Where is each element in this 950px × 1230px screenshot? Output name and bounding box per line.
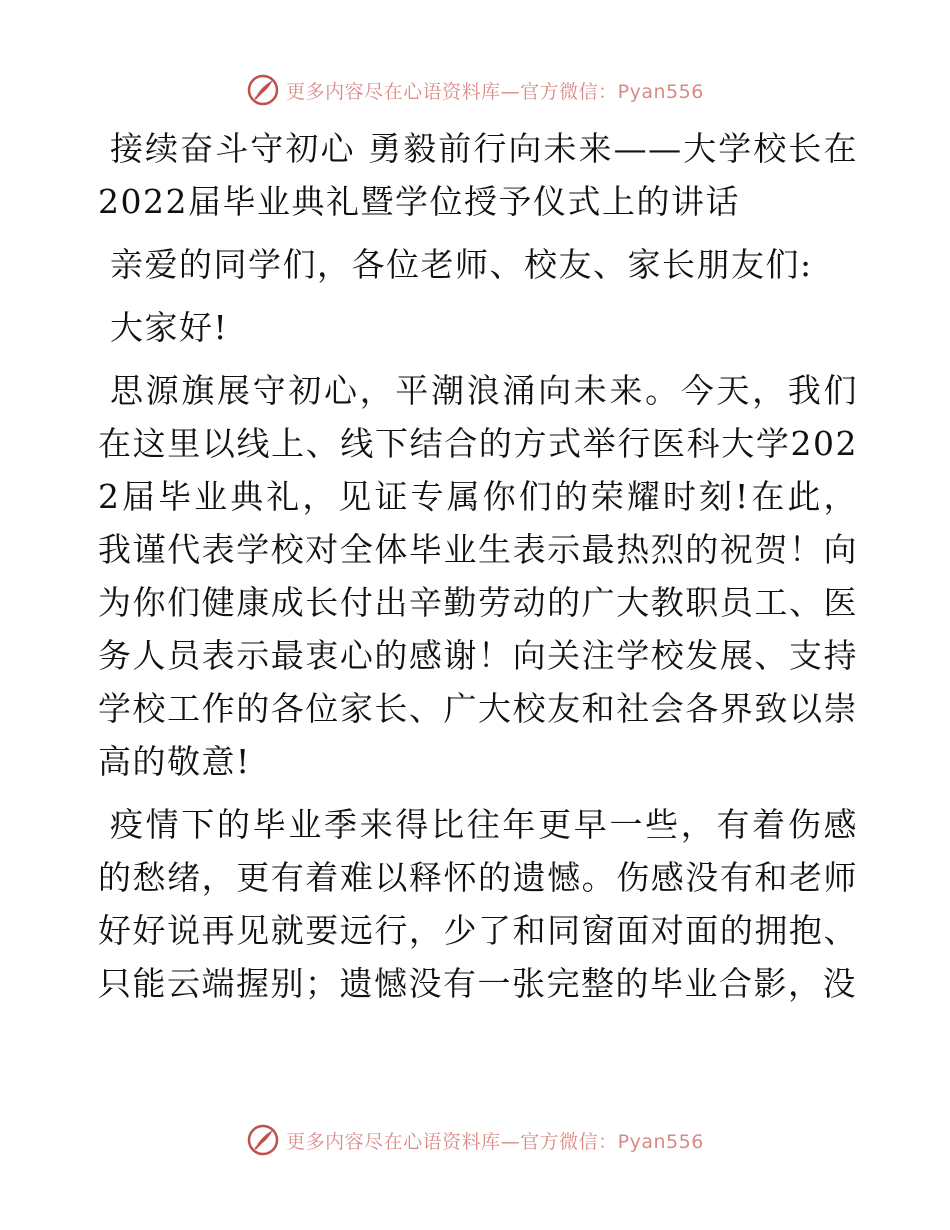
salutation: 亲爱的同学们，各位老师、校友、家长朋友们: [110,245,813,284]
watermark-prefix: 更多内容尽在心语资料库—官方微信： [286,1130,618,1153]
watermark-text [286,77,704,104]
document-title: 接续奋斗守初心 勇毅前行向未来——大学校长在2022届毕业典礼暨学位授予仪式上的讲话 [98,129,858,221]
greeting: 大家好! [110,308,229,347]
document-body [98,122,858,1020]
quill-logo-icon [246,73,280,107]
watermark-id: Pyan556 [617,80,704,103]
watermark-id: Pyan556 [617,1130,704,1153]
quill-logo-icon [246,1123,280,1157]
paragraph-2: 疫情下的毕业季来得比往年更早一些，有着伤感的愁绪，更有着难以释怀的遗憾。伤感没有和老师好好说再见就要远行，少了和同窗面对面的拥抱、只能云端握别；遗憾没有一张完整的毕业合影，没 [98,805,858,1003]
paragraph-1: 思源旗展守初心，平潮浪涌向未来。今天，我们在这里以线上、线下结合的方式举行医科大学2022届毕业典礼，见证专属你们的荣耀时刻!在此，我谨代表学校对全体毕业生表示最热烈的祝贺！向为你们健康成长付出辛勤劳动的广大教职员工、医务人员表示最衷心的感谢！向关注学校发展、支持学校工作的各位家长、广大校友和社会各界致以崇高的敬意! [98,371,858,781]
watermark-footer [0,1120,950,1160]
watermark-prefix: 更多内容尽在心语资料库—官方微信： [286,80,618,103]
watermark-text [286,1127,704,1154]
watermark-header [0,70,950,110]
